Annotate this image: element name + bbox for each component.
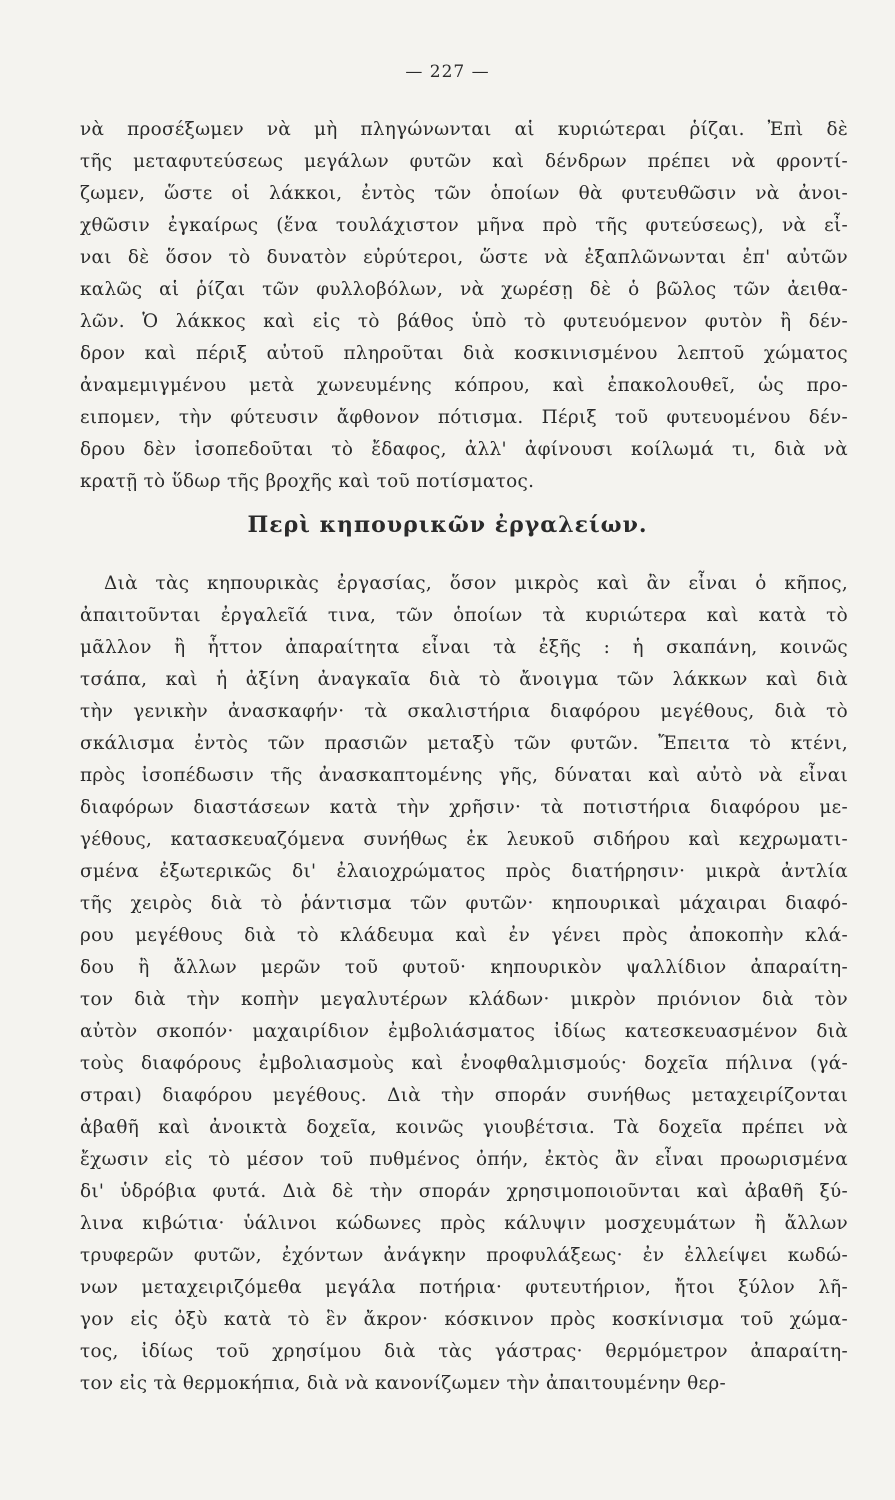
text-line: τσάπα, καὶ ἡ ἀξίνη ἀναγκαῖα διὰ τὸ ἄνοιγμα τῶν λάκκων καὶ διὰ bbox=[80, 669, 848, 690]
text-line: νων μεταχειριζόμεθα μεγάλα ποτήρια· φυτευτήριον, ἤτοι ξύλον λῆ- bbox=[80, 1277, 848, 1298]
text-line: στραι) διαφόρου μεγέθους. Διὰ τὴν σποράν συνήθως μεταχειρίζονται bbox=[80, 1085, 848, 1106]
text-line: λῶν. Ὁ λάκκος καὶ εἰς τὸ βάθος ὑπὸ τὸ φυτευόμενον φυτὸν ἢ δέν- bbox=[80, 311, 848, 332]
text-line: σκάλισμα ἐντὸς τῶν πρασιῶν μεταξὺ τῶν φυτῶν. Ἔπειτα τὸ κτένι, bbox=[80, 733, 848, 754]
text-line: μᾶλλον ἢ ἧττον ἀπαραίτητα εἶναι τὰ ἐξῆς : ἡ σκαπάνη, κοινῶς bbox=[80, 637, 848, 658]
text-line: ἀναμεμιγμένου μετὰ χωνευμένης κόπρου, καὶ ἐπακολουθεῖ, ὡς προ- bbox=[80, 375, 848, 396]
text-line: σμένα ἐξωτερικῶς δι' ἐλαιοχρώματος πρὸς διατήρησιν· μικρὰ ἀντλία bbox=[80, 861, 848, 882]
text-line: τῆς μεταφυτεύσεως μεγάλων φυτῶν καὶ δένδρων πρέπει νὰ φροντί- bbox=[80, 151, 848, 172]
text-line: δρον καὶ πέριξ αὐτοῦ πληροῦται διὰ κοσκινισμένου λεπτοῦ χώματος bbox=[80, 343, 848, 364]
text-line: τὴν γενικὴν ἀνασκαφήν· τὰ σκαλιστήρια διαφόρου μεγέθους, διὰ τὸ bbox=[80, 701, 848, 722]
text-line: πρὸς ἰσοπέδωσιν τῆς ἀνασκαπτομένης γῆς, δύναται καὶ αὐτὸ νὰ εἶναι bbox=[80, 765, 848, 786]
text-line: δρου δὲν ἰσοπεδοῦται τὸ ἔδαφος, ἀλλ' ἀφίνουσι κοίλωμά τι, διὰ νὰ bbox=[80, 439, 848, 460]
text-line: ναι δὲ ὅσον τὸ δυνατὸν εὐρύτεροι, ὥστε νὰ ἐξαπλῶνωνται ἐπ' αὐτῶν bbox=[80, 247, 848, 268]
text-line: αὐτὸν σκοπόν· μαχαιρίδιον ἐμβολιάσματος ἰδίως κατεσκευασμένον διὰ bbox=[80, 1021, 848, 1042]
text-line: γέθους, κατασκευαζόμενα συνήθως ἐκ λευκοῦ σιδήρου καὶ κεχρωματι- bbox=[80, 829, 848, 850]
text-line: γον εἰς ὀξὺ κατὰ τὸ ἓν ἄκρον· κόσκινον πρὸς κοσκίνισμα τοῦ χώμα- bbox=[80, 1309, 848, 1330]
text-line: τον εἰς τὰ θερμοκήπια, διὰ νὰ κανονίζωμεν τὴν ἀπαιτουμένην θερ- bbox=[80, 1373, 726, 1394]
text-line: τρυφερῶν φυτῶν, ἐχόντων ἀνάγκην προφυλάξεως· ἐν ἐλλείψει κωδώ- bbox=[80, 1245, 848, 1266]
text-line: ἀπαιτοῦνται ἐργαλεῖά τινα, τῶν ὁποίων τὰ κυριώτερα καὶ κατὰ τὸ bbox=[80, 605, 848, 626]
text-line: ζωμεν, ὥστε οἱ λάκκοι, ἐντὸς τῶν ὁποίων θὰ φυτευθῶσιν νὰ ἀνοι- bbox=[80, 183, 848, 204]
section-heading: Περὶ κηπουρικῶν ἐργαλείων. bbox=[247, 512, 648, 538]
text-line: ἔχωσιν εἰς τὸ μέσον τοῦ πυθμένος ὀπήν, ἐκτὸς ἂν εἶναι προωρισμένα bbox=[80, 1149, 848, 1170]
text-line: τῆς χειρὸς διὰ τὸ ῥάντισμα τῶν φυτῶν· κηπουρικαὶ μάχαιραι διαφό- bbox=[80, 893, 848, 914]
text-line: Διὰ τὰς κηπουρικὰς ἐργασίας, ὅσον μικρὸς καὶ ἂν εἶναι ὁ κῆπος, bbox=[104, 573, 848, 594]
text-line: λινα κιβώτια· ὑάλινοι κώδωνες πρὸς κάλυψιν μοσχευμάτων ἢ ἄλλων bbox=[80, 1213, 848, 1234]
text-line: ειπομεν, τὴν φύτευσιν ἄφθονον πότισμα. Πέριξ τοῦ φυτευομένου δέν- bbox=[80, 407, 848, 428]
text-line: δου ἢ ἄλλων μερῶν τοῦ φυτοῦ· κηπουρικὸν ψαλλίδιον ἀπαραίτη- bbox=[80, 957, 848, 978]
paragraph-first bbox=[80, 114, 848, 498]
text-line: δι' ὑδρόβια φυτά. Διὰ δὲ τὴν σποράν χρησιμοποιοῦνται καὶ ἀβαθῆ ξύ- bbox=[80, 1181, 848, 1202]
text-line: χθῶσιν ἐγκαίρως (ἕνα τουλάχιστον μῆνα πρὸ τῆς φυτεύσεως), νὰ εἶ- bbox=[80, 215, 848, 236]
text-line: κρατῇ τὸ ὕδωρ τῆς βροχῆς καὶ τοῦ ποτίσματος. bbox=[80, 471, 535, 492]
text-line: ἀβαθῆ καὶ ἀνοικτὰ δοχεῖα, κοινῶς γιουβέτσια. Τὰ δοχεῖα πρέπει νὰ bbox=[80, 1117, 848, 1138]
text-line: τος, ἰδίως τοῦ χρησίμου διὰ τὰς γάστρας· θερμόμετρον ἀπαραίτη- bbox=[80, 1341, 848, 1362]
text-line: τοὺς διαφόρους ἐμβολιασμοὺς καὶ ἐνοφθαλμισμούς· δοχεῖα πήλινα (γά- bbox=[80, 1053, 848, 1074]
text-line: διαφόρων διαστάσεων κατὰ τὴν χρῆσιν· τὰ ποτιστήρια διαφόρου με- bbox=[80, 797, 848, 818]
text-line: ρου μεγέθους διὰ τὸ κλάδευμα καὶ ἐν γένει πρὸς ἀποκοπὴν κλά- bbox=[80, 925, 848, 946]
text-line: τον διὰ τὴν κοπὴν μεγαλυτέρων κλάδων· μικρὸν πριόνιον διὰ τὸν bbox=[80, 989, 848, 1010]
page-number: — 227 — bbox=[405, 62, 490, 82]
text-line: καλῶς αἱ ῥίζαι τῶν φυλλοβόλων, νὰ χωρέσῃ δὲ ὁ βῶλος τῶν ἀειθα- bbox=[80, 279, 848, 300]
paragraph-tools bbox=[80, 568, 848, 1400]
text-line: νὰ προσέξωμεν νὰ μὴ πληγώνωνται αἱ κυριώτεραι ῥίζαι. Ἐπὶ δὲ bbox=[80, 119, 848, 140]
